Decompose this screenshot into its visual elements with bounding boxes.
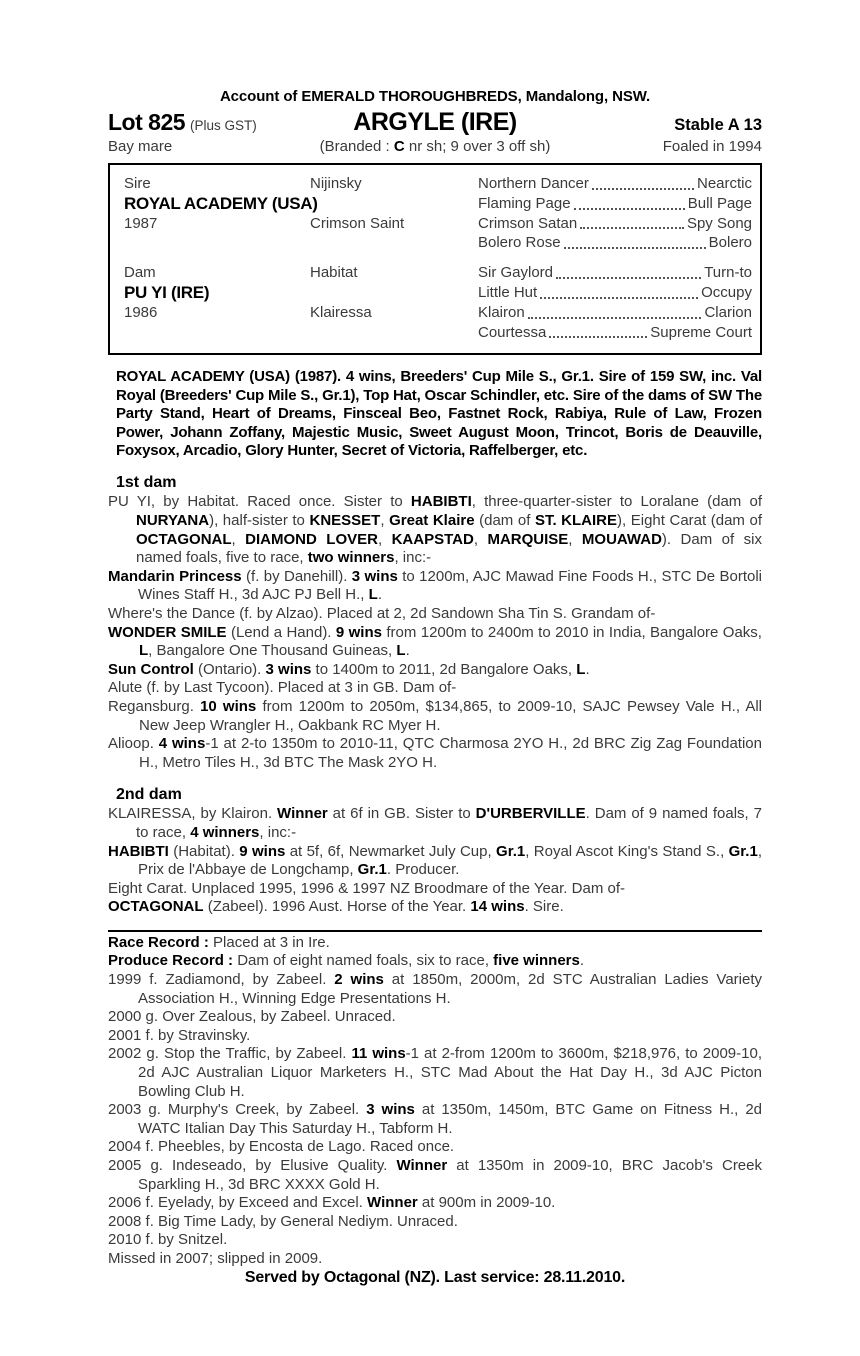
ancestor-name: Supreme Court <box>650 323 752 341</box>
progeny-entry: Eight Carat. Unplaced 1995, 1996 & 1997 NZ Broodmare of the Year. Dam of- <box>108 879 625 897</box>
sire-summary-paragraph: ROYAL ACADEMY (USA) (1987). 4 wins, Breeders' Cup Mile S., Gr.1. Sire of 159 SW, inc. Val Royal (Breeders' Cup Mile S., Gr.1), Top Hat, Oscar Schindler, etc. Sire of the dams of SW The Party Stand, Heart of Dreams, Finsceal Beo, Fastnet Rock, Rabiya, Rule of Law, Frozen Power, Johann Zoffany, Majestic Music, Sweet August Moon, Trincot, Boris de Deauville, Foxysox, Arcadio, Glory Hunter, Secret of Victoria, Raffelberger, etc. <box>116 368 762 459</box>
ancestor-name: Bolero Rose <box>478 234 561 252</box>
sire-role-label: Sire <box>124 175 151 192</box>
ancestor-name: Klairon <box>478 303 525 321</box>
dam-role-label: Dam <box>124 264 156 282</box>
dam-ancestors-cell <box>478 263 752 342</box>
pedigree-dam-group <box>124 263 752 342</box>
second-dam-heading: 2nd dam <box>116 786 182 804</box>
lot-header-row <box>108 108 762 137</box>
dot-leader <box>549 336 647 338</box>
progeny-entry: Alioop. 4 wins-1 at 2-to 1350m to 2010-11, QTC Charmosa 2YO H., 2d BRC Zig Zag Foundation H., Metro Tiles H., 3d BTC The Mask 2YO H. <box>108 735 762 771</box>
produce-entry: 2005 g. Indeseado, by Elusive Quality. Winner at 1350m in 2009-10, BRC Jacob's Creek Sparkling H., 3d BRC XXXX Gold H. <box>108 1157 762 1193</box>
ancestor-name: Spy Song <box>686 214 752 232</box>
produce-entry: 2000 g. Over Zealous, by Zabeel. Unraced. <box>108 1008 396 1026</box>
produce-entry: 2003 g. Murphy's Creek, by Zabeel. 3 wins at 1350m, 1450m, BTC Game on Fitness H., 2d WATC Italian Day This Saturday H., Tabform H. <box>108 1101 762 1137</box>
second-dam-paragraph: KLAIRESSA, by Klairon. Winner at 6f in GB. Sister to D'URBERVILLE. Dam of 9 named foals, 7 to race, 4 winners, inc:- <box>108 805 762 841</box>
dot-leader <box>564 247 706 249</box>
ancestor-name: Clarion <box>704 303 752 321</box>
sire-dam-name: Crimson Saint <box>310 214 405 232</box>
account-line: Account of EMERALD THOROUGHBREDS, Mandalong, NSW. <box>219 88 651 105</box>
produce-entry: 2010 f. by Snitzel. <box>108 1231 228 1249</box>
lot-number: Lot 825 <box>108 109 186 135</box>
pedigree-ancestor-row <box>478 174 752 194</box>
pedigree-ancestor-row <box>478 323 752 343</box>
pedigree-ancestor-row <box>478 233 752 253</box>
produce-entry: 2001 f. by Stravinsky. <box>108 1026 251 1044</box>
sire-year: 1987 <box>124 214 158 232</box>
gst-note: (Plus GST) <box>190 118 257 133</box>
ancestor-name: Flaming Page <box>478 194 571 212</box>
sire-sire-name: Nijinsky <box>310 175 362 192</box>
produce-entry: 2002 g. Stop the Traffic, by Zabeel. 11 wins-1 at 2-from 1200m to 3600m, $218,976, to 2009-10, 2d AJC Australian Liquor Marketers H., STC Mad About the Hat Day H., 3d AJC Picton Bowling Club H. <box>108 1045 762 1100</box>
section-divider <box>108 930 762 932</box>
produce-record-line: Produce Record : Dam of eight named foals, six to race, five winners. <box>108 952 585 970</box>
dot-leader <box>556 277 701 279</box>
progeny-entry: Alute (f. by Last Tycoon). Placed at 3 in GB. Dam of- <box>108 679 457 697</box>
page-title-horse-name: ARGYLE (IRE) <box>353 108 517 136</box>
produce-entry: Missed in 2007; slipped in 2009. <box>108 1249 323 1267</box>
ancestor-name: Little Hut <box>478 283 538 301</box>
produce-entry: 2004 f. Pheebles, by Encosta de Lago. Raced once. <box>108 1138 455 1156</box>
served-by-line: Served by Octagonal (NZ). Last service: 28.11.2010. <box>244 1268 626 1286</box>
stable-number: Stable A 13 <box>674 116 762 134</box>
sire-parents-cell <box>310 174 478 253</box>
progeny-entry: Regansburg. 10 wins from 1200m to 2050m, $134,865, to 2009-10, SAJC Pewsey Vale H., All New Jeep Wrangler H., Oakbank RC Myer H. <box>108 697 763 734</box>
sire-ancestors-cell <box>478 174 752 253</box>
progeny-entry: HABIBTI (Habitat). 9 wins at 5f, 6f, Newmarket July Cup, Gr.1, Royal Ascot King's Stand S., Gr.1, Prix de l'Abbaye de Longchamp, Gr.1. Producer. <box>108 842 762 879</box>
progeny-entry: WONDER SMILE (Lend a Hand). 9 wins from 1200m to 2400m to 2010 in India, Bangalore Oaks, L, Bangalore One Thousand Guineas, L. <box>108 623 762 660</box>
sire-name: ROYAL ACADEMY (USA) <box>124 193 318 213</box>
dam-year: 1986 <box>124 303 158 321</box>
dot-leader <box>528 317 702 319</box>
pedigree-sire-group <box>124 174 752 253</box>
ancestor-name: Nearctic <box>696 175 752 192</box>
ancestor-name: Northern Dancer <box>478 175 589 192</box>
color-sex: Bay mare <box>108 138 173 155</box>
foaled-year: Foaled in 1994 <box>662 138 762 155</box>
pedigree-ancestor-row <box>478 283 752 303</box>
ancestor-name: Sir Gaylord <box>478 264 554 282</box>
ancestor-name: Crimson Satan <box>478 214 578 232</box>
dot-leader <box>592 188 694 190</box>
ancestor-name: Turn-to <box>704 264 752 282</box>
dot-leader <box>574 208 685 210</box>
progeny-entry: Sun Control (Ontario). 3 wins to 1400m to 2011, 2d Bangalore Oaks, L. <box>108 660 590 678</box>
first-dam-paragraph: PU YI, by Habitat. Raced once. Sister to HABIBTI, three-quarter-sister to Loralane (dam of NURYANA), half-sister to KNESSET, Great Klaire (dam of ST. KLAIRE), Eight Carat (dam of OCTAGONAL, DIAMOND LOVER, KAAPSTAD, MARQUISE, MOUAWAD). Dam of six named foals, five to race, two winners, inc:- <box>108 493 763 567</box>
dam-parents-cell <box>310 263 478 342</box>
dam-sire-name: Habitat <box>310 264 358 282</box>
ancestor-name: Occupy <box>701 283 752 301</box>
progeny-entry: Where's the Dance (f. by Alzao). Placed at 2, 2d Sandown Sha Tin S. Grandam of- <box>108 604 656 622</box>
lot-block <box>108 109 353 136</box>
brand-info: (Branded : C nr sh; 9 over 3 off sh) <box>319 138 551 155</box>
dam-cell <box>124 263 310 342</box>
produce-entry: 2006 f. Eyelady, by Exceed and Excel. Winner at 900m in 2009-10. <box>108 1194 556 1212</box>
progeny-entry: OCTAGONAL (Zabeel). 1996 Aust. Horse of the Year. 14 wins. Sire. <box>108 898 564 916</box>
dam-dam-name: Klairessa <box>310 303 372 321</box>
pedigree-table <box>108 163 762 355</box>
dot-leader <box>580 227 684 229</box>
ancestor-name: Bull Page <box>687 194 752 212</box>
first-dam-heading: 1st dam <box>116 474 177 492</box>
ancestor-name: Courtessa <box>478 323 547 341</box>
progeny-entry: Mandarin Princess (f. by Danehill). 3 wins to 1200m, AJC Mawad Fine Foods H., STC De Bortoli Wines Staff H., 3d AJC PJ Bell H., L. <box>108 567 762 604</box>
pedigree-ancestor-row <box>478 303 752 323</box>
produce-entry: 1999 f. Zadiamond, by Zabeel. 2 wins at 1850m, 2000m, 2d STC Australian Ladies Variety Association H., Winning Edge Presentations H. <box>108 971 762 1007</box>
description-row <box>108 138 762 155</box>
sire-cell <box>124 174 318 253</box>
pedigree-ancestor-row <box>478 214 752 234</box>
dam-name: PU YI (IRE) <box>124 282 210 302</box>
produce-entry: 2008 f. Big Time Lady, by General Nediym. Unraced. <box>108 1212 458 1230</box>
ancestor-name: Bolero <box>708 234 752 252</box>
pedigree-ancestor-row <box>478 263 752 283</box>
dot-leader <box>540 297 698 299</box>
race-record-line: Race Record : Placed at 3 in Ire. <box>108 933 330 951</box>
pedigree-ancestor-row <box>478 194 752 214</box>
